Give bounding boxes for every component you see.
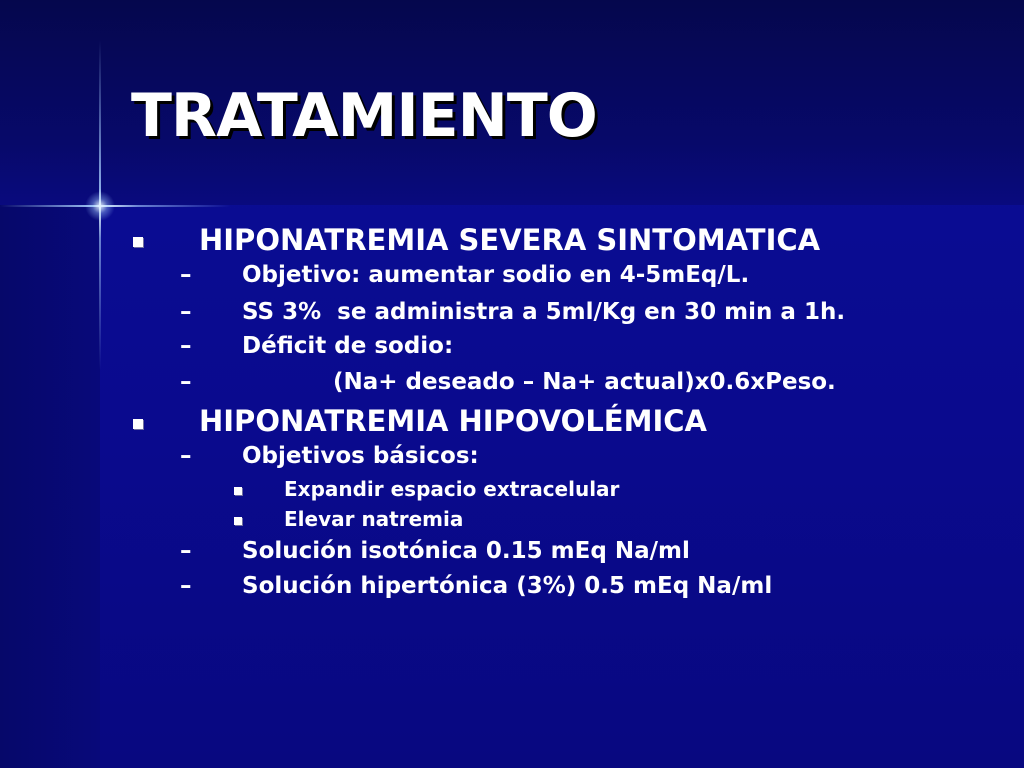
dash-bullet-icon: – [180, 369, 192, 395]
bullet-point: Déficit de sodio: [242, 333, 454, 359]
section-heading: HIPONATREMIA SEVERA SINTOMATICA [199, 223, 821, 257]
dash-bullet-icon: – [180, 299, 192, 325]
sub-bullet-point: Expandir espacio extracelular [284, 477, 620, 501]
bullet-point: Objetivos básicos: [242, 443, 479, 469]
section-heading: HIPONATREMIA HIPOVOLÉMICA [199, 404, 707, 438]
square-bullet-icon [133, 419, 143, 429]
dash-bullet-icon: – [180, 333, 192, 359]
dash-bullet-icon: – [180, 538, 192, 564]
bullet-point: Solución hipertónica (3%) 0.5 mEq Na/ml [242, 573, 773, 599]
dash-bullet-icon: – [180, 573, 192, 599]
slide-title: TRATAMIENTO [131, 81, 597, 151]
dash-bullet-icon: – [180, 443, 192, 469]
bullet-point: Solución isotónica 0.15 mEq Na/ml [242, 538, 690, 564]
square-bullet-icon [234, 517, 242, 525]
dash-bullet-icon: – [180, 262, 192, 288]
square-bullet-icon [133, 237, 143, 247]
bullet-point: (Na+ deseado – Na+ actual)x0.6xPeso. [333, 369, 836, 395]
bullet-point: Objetivo: aumentar sodio en 4-5mEq/L. [242, 262, 750, 288]
bullet-point: SS 3% se administra a 5ml/Kg en 30 min a 1h. [242, 299, 846, 325]
square-bullet-icon [234, 487, 242, 495]
sub-bullet-point: Elevar natremia [284, 507, 464, 531]
